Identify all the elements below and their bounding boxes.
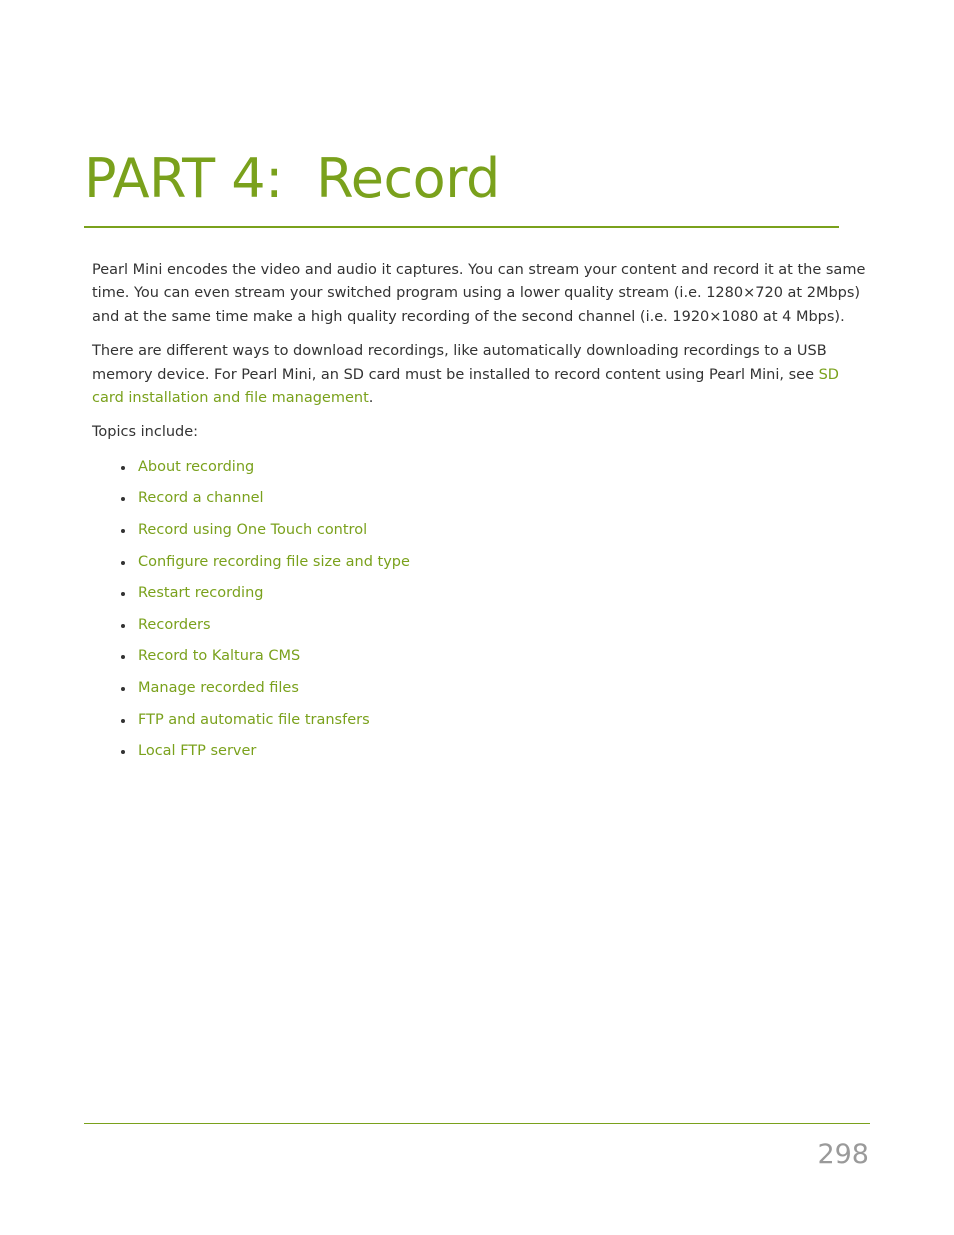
topic-link-record-channel[interactable]: Record a channel xyxy=(138,490,264,507)
bullet-icon xyxy=(121,687,125,691)
topic-link-ftp-transfers[interactable]: FTP and automatic file transfers xyxy=(138,711,370,728)
list-item xyxy=(92,551,867,583)
list-item xyxy=(92,740,867,772)
list-item xyxy=(92,614,867,646)
topic-link-local-ftp[interactable]: Local FTP server xyxy=(138,743,257,760)
bullet-icon xyxy=(121,529,125,533)
topics-list xyxy=(92,456,867,772)
page-title: PART 4: Record xyxy=(84,147,500,210)
bullet-icon xyxy=(121,466,125,470)
bullet-icon xyxy=(121,655,125,659)
topic-link-recorders[interactable]: Recorders xyxy=(138,616,211,633)
sd-card-link[interactable]: SD card installation and file management xyxy=(92,366,839,407)
list-item xyxy=(92,677,867,709)
footer-divider xyxy=(84,1123,870,1124)
topic-link-kaltura[interactable]: Record to Kaltura CMS xyxy=(138,648,301,665)
download-text: There are different ways to download recordings, like automatically downloading recordings to a USB memory device. For Pearl Mini, an SD card must be installed to record content using Pearl Mini, see xyxy=(92,343,827,383)
topic-link-one-touch[interactable]: Record using One Touch control xyxy=(138,522,368,539)
bullet-icon xyxy=(121,624,125,628)
bullet-icon xyxy=(121,750,125,754)
list-item xyxy=(92,645,867,677)
topic-link-manage-files[interactable]: Manage recorded files xyxy=(138,680,299,696)
topic-link-about-recording[interactable]: About recording xyxy=(138,458,255,475)
bullet-icon xyxy=(121,561,125,565)
topic-link-restart-recording[interactable]: Restart recording xyxy=(138,585,264,602)
bullet-icon xyxy=(121,592,125,596)
topic-link-configure-file-size[interactable]: Configure recording file size and type xyxy=(138,553,410,570)
list-item xyxy=(92,709,867,741)
main-content xyxy=(92,259,867,772)
download-paragraph xyxy=(92,340,867,410)
bullet-icon xyxy=(121,719,125,723)
list-item xyxy=(92,456,867,488)
page-number: 298 xyxy=(817,1139,869,1170)
list-item xyxy=(92,582,867,614)
intro-paragraph: Pearl Mini encodes the video and audio it captures. You can stream your content and record it at the same time. You can even stream your switched program using a lower quality stream (i.e. 1280×720 at 2Mbps) and at the same time make a high quality recording of the second channel (i.e. 1920×1080 at 4 Mbps). xyxy=(92,262,866,325)
title-divider xyxy=(84,226,839,228)
download-end: . xyxy=(368,390,374,407)
list-item xyxy=(92,519,867,551)
list-item xyxy=(92,487,867,519)
topics-label: Topics include: xyxy=(92,424,199,441)
bullet-icon xyxy=(121,497,125,501)
